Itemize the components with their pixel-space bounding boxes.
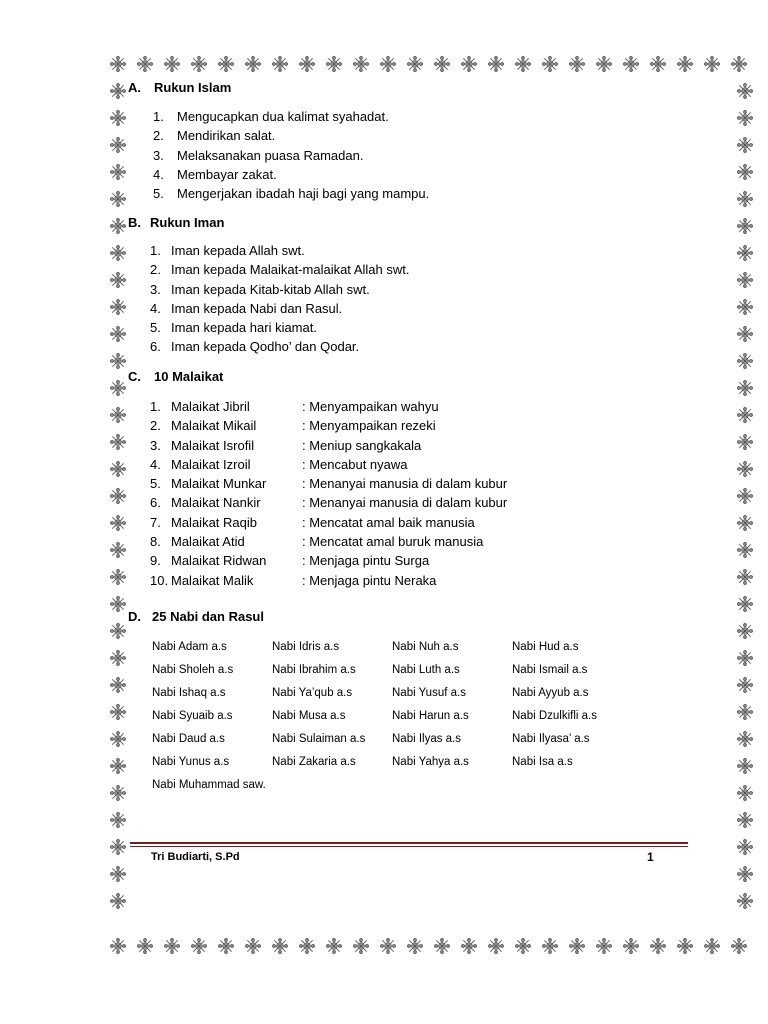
list-item: 1. Malaikat Jibril : Menyampaikan wahyu (150, 399, 439, 414)
list-item: 3. Melaksanakan puasa Ramadan. (153, 147, 364, 163)
snowflake-ornament-icon (596, 938, 612, 954)
snowflake-ornament-icon (137, 56, 153, 72)
list-item: 2. Iman kepada Malaikat-malaikat Allah swt. (150, 262, 410, 278)
snowflake-ornament-icon (272, 938, 288, 954)
nabi-name: Nabi Syuaib a.s (152, 710, 233, 722)
list-item: 2. Mendirikan salat. (153, 128, 276, 144)
snowflake-ornament-icon (110, 623, 126, 639)
snowflake-ornament-icon (110, 893, 126, 909)
snowflake-ornament-icon (596, 56, 612, 72)
snowflake-ornament-icon (515, 938, 531, 954)
footer-rule-bottom (130, 846, 688, 847)
snowflake-ornament-icon (110, 596, 126, 612)
snowflake-ornament-icon (737, 785, 753, 801)
snowflake-ornament-icon (737, 677, 753, 693)
snowflake-ornament-icon (704, 938, 720, 954)
snowflake-ornament-icon (737, 839, 753, 855)
snowflake-ornament-icon (137, 938, 153, 954)
snowflake-ornament-icon (326, 56, 342, 72)
malaikat-list (150, 397, 507, 590)
snowflake-ornament-icon (110, 515, 126, 531)
snowflake-ornament-icon (737, 866, 753, 882)
snowflake-ornament-icon (353, 938, 369, 954)
snowflake-ornament-icon (434, 938, 450, 954)
snowflake-ornament-icon (737, 380, 753, 396)
nabi-name: Nabi Zakaria a.s (272, 756, 356, 768)
snowflake-ornament-icon (737, 191, 753, 207)
list-item: 4. Iman kepada Nabi dan Rasul. (150, 300, 343, 316)
snowflake-ornament-icon (164, 938, 180, 954)
snowflake-ornament-icon (110, 83, 126, 99)
snowflake-ornament-icon (110, 245, 126, 261)
page-number: 1 (647, 850, 654, 864)
nabi-name: Nabi Adam a.s (152, 641, 227, 653)
nabi-name: Nabi Yunus a.s (152, 756, 230, 768)
list-item: 7. Malaikat Raqib : Mencatat amal baik manusia (150, 514, 475, 530)
nabi-name: Nabi Ya’qub a.s (272, 687, 353, 699)
snowflake-ornament-icon (110, 785, 126, 801)
snowflake-ornament-icon (677, 56, 693, 72)
snowflake-ornament-icon (110, 56, 126, 72)
snowflake-ornament-icon (650, 938, 666, 954)
nabi-name: Nabi Dzulkifli a.s (512, 710, 597, 722)
nabi-name: Nabi Ilyas a.s (392, 733, 462, 745)
snowflake-ornament-icon (110, 353, 126, 369)
snowflake-ornament-icon (110, 812, 126, 828)
snowflake-ornament-icon (737, 164, 753, 180)
nabi-name: Nabi Yusuf a.s (392, 687, 466, 699)
snowflake-ornament-icon (110, 326, 126, 342)
snowflake-ornament-icon (569, 56, 585, 72)
snowflake-ornament-icon (737, 299, 753, 315)
snowflake-ornament-icon (737, 623, 753, 639)
snowflake-ornament-icon (704, 56, 720, 72)
snowflake-ornament-icon (218, 56, 234, 72)
snowflake-ornament-icon (110, 434, 126, 450)
snowflake-ornament-icon (737, 542, 753, 558)
snowflake-ornament-icon (191, 56, 207, 72)
snowflake-ornament-icon (737, 353, 753, 369)
nabi-name: Nabi Ilyasa’ a.s (512, 733, 590, 745)
snowflake-ornament-icon (731, 56, 747, 72)
snowflake-ornament-icon (110, 461, 126, 477)
list-item: 8. Malaikat Atid : Mencatat amal buruk manusia (150, 534, 484, 550)
snowflake-ornament-icon (326, 938, 342, 954)
snowflake-ornament-icon (515, 56, 531, 72)
rukun-islam-list (153, 107, 429, 203)
nabi-name: Nabi Daud a.s (152, 733, 225, 745)
snowflake-ornament-icon (737, 407, 753, 423)
snowflake-ornament-icon (737, 893, 753, 909)
snowflake-ornament-icon (677, 938, 693, 954)
section-d-title: D. 25 Nabi dan Rasul (128, 609, 264, 624)
snowflake-ornament-icon (110, 650, 126, 666)
snowflake-ornament-icon (542, 938, 558, 954)
snowflake-ornament-icon (110, 164, 126, 180)
list-item: 4. Membayar zakat. (153, 166, 277, 182)
snowflake-ornament-icon (110, 569, 126, 585)
list-item: 3. Iman kepada Kitab-kitab Allah swt. (150, 281, 370, 297)
nabi-name: Nabi Muhammad saw. (152, 779, 266, 791)
list-item: 4. Malaikat Izroil : Mencabut nyawa (150, 456, 408, 472)
snowflake-ornament-icon (737, 245, 753, 261)
snowflake-ornament-icon (737, 812, 753, 828)
nabi-name: Nabi Idris a.s (272, 641, 340, 653)
nabi-name: Nabi Luth a.s (392, 664, 460, 676)
nabi-name: Nabi Ismail a.s (512, 664, 588, 676)
snowflake-ornament-icon (461, 938, 477, 954)
nabi-name: Nabi Yahya a.s (392, 756, 469, 768)
rukun-iman-list (150, 241, 409, 357)
list-item: 6. Malaikat Nankir : Menanyai manusia di dalam kubur (150, 495, 508, 511)
section-c-title: C. 10 Malaikat (128, 369, 224, 384)
snowflake-ornament-icon (110, 677, 126, 693)
snowflake-ornament-icon (191, 938, 207, 954)
footer-rule-top (130, 842, 688, 844)
snowflake-ornament-icon (110, 731, 126, 747)
snowflake-ornament-icon (380, 938, 396, 954)
snowflake-ornament-icon (110, 137, 126, 153)
nabi-name: Nabi Musa a.s (272, 710, 346, 722)
list-item: 5. Iman kepada hari kiamat. (150, 320, 317, 336)
nabi-name: Nabi Harun a.s (392, 710, 469, 722)
snowflake-ornament-icon (110, 488, 126, 504)
snowflake-ornament-icon (110, 839, 126, 855)
snowflake-ornament-icon (737, 326, 753, 342)
snowflake-ornament-icon (737, 515, 753, 531)
snowflake-ornament-icon (110, 110, 126, 126)
nabi-name: Nabi Ishaq a.s (152, 687, 226, 699)
snowflake-ornament-icon (737, 272, 753, 288)
nabi-name: Nabi Ayyub a.s (512, 687, 589, 699)
snowflake-ornament-icon (164, 56, 180, 72)
snowflake-ornament-icon (110, 758, 126, 774)
snowflake-ornament-icon (737, 596, 753, 612)
nabi-name: Nabi Sholeh a.s (152, 664, 234, 676)
snowflake-ornament-icon (110, 299, 126, 315)
snowflake-ornament-icon (737, 434, 753, 450)
snowflake-ornament-icon (623, 938, 639, 954)
section-b-title: B. Rukun Iman (128, 215, 225, 230)
nabi-name: Nabi Ibrahim a.s (272, 664, 356, 676)
snowflake-ornament-icon (737, 704, 753, 720)
nabi-name: Nabi Isa a.s (512, 756, 573, 768)
list-item: 3. Malaikat Isrofil : Meniup sangkakala (150, 437, 422, 453)
snowflake-ornament-icon (731, 938, 747, 954)
snowflake-ornament-icon (110, 272, 126, 288)
snowflake-ornament-icon (623, 56, 639, 72)
snowflake-ornament-icon (110, 191, 126, 207)
nabi-name: Nabi Hud a.s (512, 641, 579, 653)
snowflake-ornament-icon (737, 650, 753, 666)
snowflake-ornament-icon (110, 218, 126, 234)
snowflake-ornament-icon (569, 938, 585, 954)
list-item: 1. Mengucapkan dua kalimat syahadat. (153, 109, 389, 124)
snowflake-ornament-icon (737, 218, 753, 234)
snowflake-ornament-icon (380, 56, 396, 72)
list-item: 1. Iman kepada Allah swt. (150, 243, 305, 258)
list-item: 2. Malaikat Mikail : Menyampaikan rezeki (150, 418, 436, 434)
list-item: 10. Malaikat Malik : Menjaga pintu Neraka (150, 572, 437, 588)
nabi-name: Nabi Sulaiman a.s (272, 733, 366, 745)
snowflake-ornament-icon (245, 56, 261, 72)
snowflake-ornament-icon (407, 56, 423, 72)
snowflake-ornament-icon (299, 938, 315, 954)
snowflake-ornament-icon (110, 542, 126, 558)
snowflake-ornament-icon (299, 56, 315, 72)
snowflake-ornament-icon (737, 461, 753, 477)
snowflake-ornament-icon (110, 380, 126, 396)
list-item: 5. Malaikat Munkar : Menanyai manusia di dalam kubur (150, 476, 508, 492)
section-a-title: A. Rukun Islam (128, 80, 232, 95)
snowflake-ornament-icon (110, 938, 126, 954)
snowflake-ornament-icon (542, 56, 558, 72)
snowflake-ornament-icon (272, 56, 288, 72)
snowflake-ornament-icon (737, 83, 753, 99)
snowflake-ornament-icon (110, 866, 126, 882)
snowflake-ornament-icon (737, 569, 753, 585)
snowflake-ornament-icon (737, 758, 753, 774)
list-item: 6. Iman kepada Qodho’ dan Qodar. (150, 339, 360, 355)
snowflake-ornament-icon (737, 488, 753, 504)
snowflake-ornament-icon (461, 56, 477, 72)
footer-author: Tri Budiarti, S.Pd (151, 851, 240, 863)
snowflake-ornament-icon (434, 56, 450, 72)
snowflake-ornament-icon (488, 938, 504, 954)
snowflake-ornament-icon (245, 938, 261, 954)
nabi-name: Nabi Nuh a.s (392, 641, 459, 653)
snowflake-ornament-icon (737, 110, 753, 126)
list-item: 9. Malaikat Ridwan : Menjaga pintu Surga (150, 553, 430, 569)
list-item: 5. Mengerjakan ibadah haji bagi yang mampu. (153, 186, 430, 202)
snowflake-ornament-icon (218, 938, 234, 954)
snowflake-ornament-icon (737, 137, 753, 153)
snowflake-ornament-icon (737, 731, 753, 747)
snowflake-ornament-icon (650, 56, 666, 72)
snowflake-ornament-icon (353, 56, 369, 72)
snowflake-ornament-icon (407, 938, 423, 954)
snowflake-ornament-icon (110, 407, 126, 423)
snowflake-ornament-icon (488, 56, 504, 72)
snowflake-ornament-icon (110, 704, 126, 720)
